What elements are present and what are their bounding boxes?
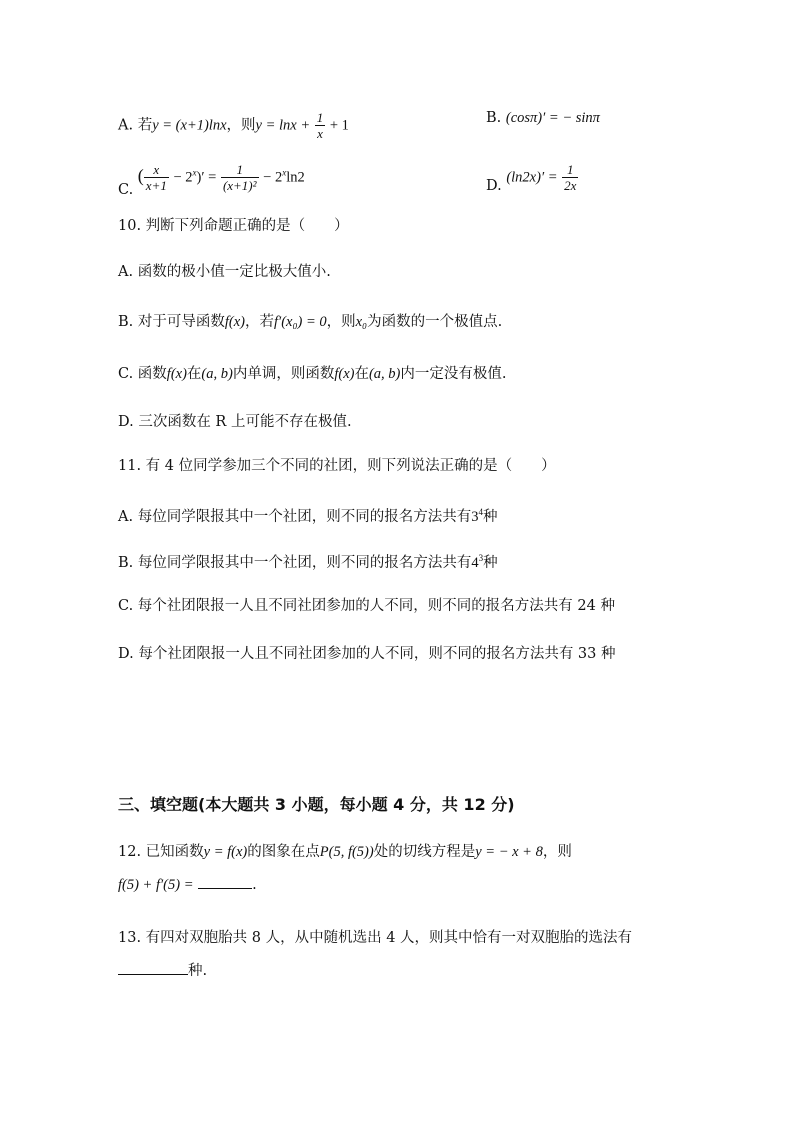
math-expression: y = f(x) — [203, 844, 248, 860]
q10-option-d: D. 三次函数在 R 上可能不存在极值. — [118, 414, 352, 430]
q10-option-a: A. 函数的极小值一定比极大值小. — [118, 264, 331, 280]
q10-stem: 10. 判断下列命题正确的是（ ） — [118, 218, 349, 234]
q11-stem: 11. 有 4 位同学参加三个不同的社团，则下列说法正确的是（ ） — [118, 458, 556, 474]
math-expression: (ln2x)′ = — [506, 169, 558, 186]
q10-option-b: B. 对于可导函数f(x)，若f′(x₀) = 0，则x₀为函数的一个极值点. — [118, 314, 503, 330]
q9-option-c: C. ( $\frac{x}{x+1}$ − $2^x)'$ = $\frac{1}{\text{(x+1)²}}$ − $2^x\ln 2$ — [118, 162, 305, 198]
q11-option-b: B. 每位同学限报其中一个社团，则不同的报名方法共有$4^3$种 — [118, 553, 498, 571]
fraction: $\frac{1}{x}$ — [316, 110, 324, 141]
q11-option-d: D. 每个社团限报一人且不同社团参加的人不同，则不同的报名方法共有 33 种 — [118, 646, 616, 662]
section-title: 三、填空题(本大题共 3 小题，每小题 4 分，共 12 分) — [118, 795, 515, 814]
q13-line-1: 13. 有四对双胞胎共 8 人，从中随机选出 4 人，则其中恰有一对双胞胎的选法有 — [118, 930, 633, 946]
math-expression: f′(x₀) = 0 — [274, 314, 327, 330]
math-expression: y = − x + 8 — [475, 844, 543, 860]
q13-line-2: 种. — [118, 960, 207, 981]
answer-blank[interactable] — [198, 874, 252, 889]
math-expression: y = lnx + — [255, 117, 311, 134]
q11-option-a: A. 每位同学限报其中一个社团，则不同的报名方法共有$3^4$种 — [118, 507, 498, 525]
math-expression: (a, b) — [368, 366, 401, 382]
q11-option-c: C. 每个社团限报一人且不同社团参加的人不同，则不同的报名方法共有 24 种 — [118, 598, 615, 614]
math-expression: f(x) — [334, 366, 355, 382]
option-label: A. — [118, 117, 134, 134]
q12-line-1: 12. 已知函数y = f(x)的图象在点P(5, f(5))处的切线方程是y = − x + 8，则 — [118, 844, 572, 860]
fraction: $\frac{x}{x+1}$ — [145, 162, 167, 193]
math-expression: + 1 — [329, 117, 349, 134]
q12-line-2: f(5) + f′(5) = . — [118, 874, 257, 895]
math-expression: y = (x+1)lnx — [152, 117, 227, 134]
fraction: $\frac{1}{2x}$ — [564, 162, 577, 193]
math-expression: x₀ — [355, 314, 368, 330]
math-expression: (a, b) — [201, 366, 233, 382]
option-label: C. — [118, 181, 134, 198]
math-expression: f(x) — [224, 314, 245, 330]
q10-option-c: C. 函数f(x)在(a, b)内单调，则函数f(x)在(a, b)内一定没有极值. — [118, 366, 507, 382]
option-text: 若 — [137, 117, 153, 134]
math-expression: f(x) — [166, 366, 187, 382]
math-expression: f(5) + f′(5) = — [118, 877, 194, 893]
answer-blank[interactable] — [118, 960, 188, 975]
q9-option-b — [486, 108, 600, 128]
math-expression: (cosπ)′ = − sinπ — [505, 110, 600, 126]
q9-option-d — [486, 162, 578, 193]
option-text: ，则 — [226, 117, 256, 134]
math-expression: P(5, f(5)) — [319, 844, 374, 860]
fraction: $\frac{1}{\text{(x+1)²}}$ — [222, 162, 257, 193]
q9-option-a — [118, 110, 349, 141]
option-label: B. — [486, 110, 502, 126]
option-label: D. — [486, 177, 502, 194]
